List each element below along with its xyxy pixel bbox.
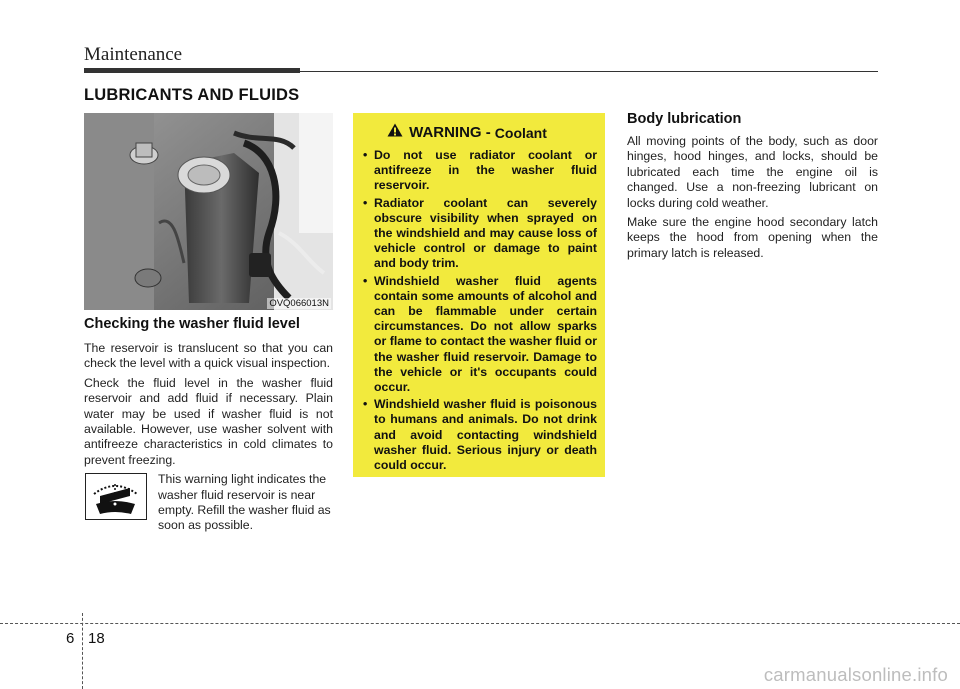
warning-topic: Coolant <box>494 124 547 141</box>
body-lubrication-section <box>627 110 878 265</box>
warning-item: • Windshield washer fluid is poisonous to humans and animals. Do not drink and avoid contacting windshield washer fluid. Serious injury or death could occur. <box>361 397 597 473</box>
warning-triangle-icon <box>387 123 403 142</box>
body-lubrication-heading: Body lubrication <box>627 111 742 127</box>
washer-fluid-symbol-icon <box>86 474 145 518</box>
washer-warning-light-row <box>84 472 333 534</box>
washer-paragraph-2: Check the fluid level in the washer fluid reservoir and add fluid if necessary. Plain water may be used if washer fluid is not available. However, use washer solvent with antifreeze characteristics in cold climates to prevent freezing. <box>84 375 333 467</box>
chapter-number: 6 <box>66 630 75 647</box>
header-rule-thin <box>300 71 878 72</box>
washer-fluid-warning-light-icon <box>85 473 147 520</box>
washer-paragraph-1: The reservoir is translucent so that you can check the level with a quick visual inspection. <box>84 341 333 371</box>
page-title: LUBRICANTS AND FLUIDS <box>84 86 300 104</box>
header-rule-thick <box>84 68 300 73</box>
warning-title <box>361 123 597 142</box>
washer-warning-light-text: This warning light indicates the washer fluid reservoir is near empty. Refill the washer fluid as soon as possible. <box>158 472 331 533</box>
warning-item: • Radiator coolant can severely obscure visibility when sprayed on the windshield and may cause loss of vehicle control or damage to paint and body trim. <box>361 196 597 272</box>
engine-bay-illustration <box>84 113 333 310</box>
body-lubrication-paragraph-2: Make sure the engine hood secondary latch keeps the hood from opening when the primary latch is released. <box>627 215 878 260</box>
page-number: 18 <box>88 630 105 647</box>
washer-fluid-section <box>84 315 333 534</box>
warning-item: • Windshield washer fluid agents contain some amounts of alcohol and can be flammable under certain circumstances. Do not allow sparks or flame to contact the washer fluid or the washer fluid reservoir. Damage to the vehicle or it's occupants could occur. <box>361 274 597 396</box>
warning-list <box>361 148 597 473</box>
warning-item: • Do not use radiator coolant or antifreeze in the washer fluid reservoir. <box>361 148 597 194</box>
site-watermark: carmanualsonline.info <box>763 664 948 685</box>
body-lubrication-paragraph-1: All moving points of the body, such as door hinges, hood hinges, and locks, should be lubricated each time the engine oil is changed. Use a non-freezing lubricant on locks during cold weather. <box>627 134 878 210</box>
coolant-warning-box <box>353 113 605 477</box>
footer-vertical-divider <box>82 613 83 689</box>
photo-caption: OVQ066013N <box>269 298 329 309</box>
washer-fluid-heading: Checking the washer fluid level <box>84 316 300 332</box>
footer-divider <box>0 623 960 624</box>
section-label: Maintenance <box>84 44 183 65</box>
washer-reservoir-photo <box>84 113 333 310</box>
warning-label: WARNING - <box>409 124 491 141</box>
